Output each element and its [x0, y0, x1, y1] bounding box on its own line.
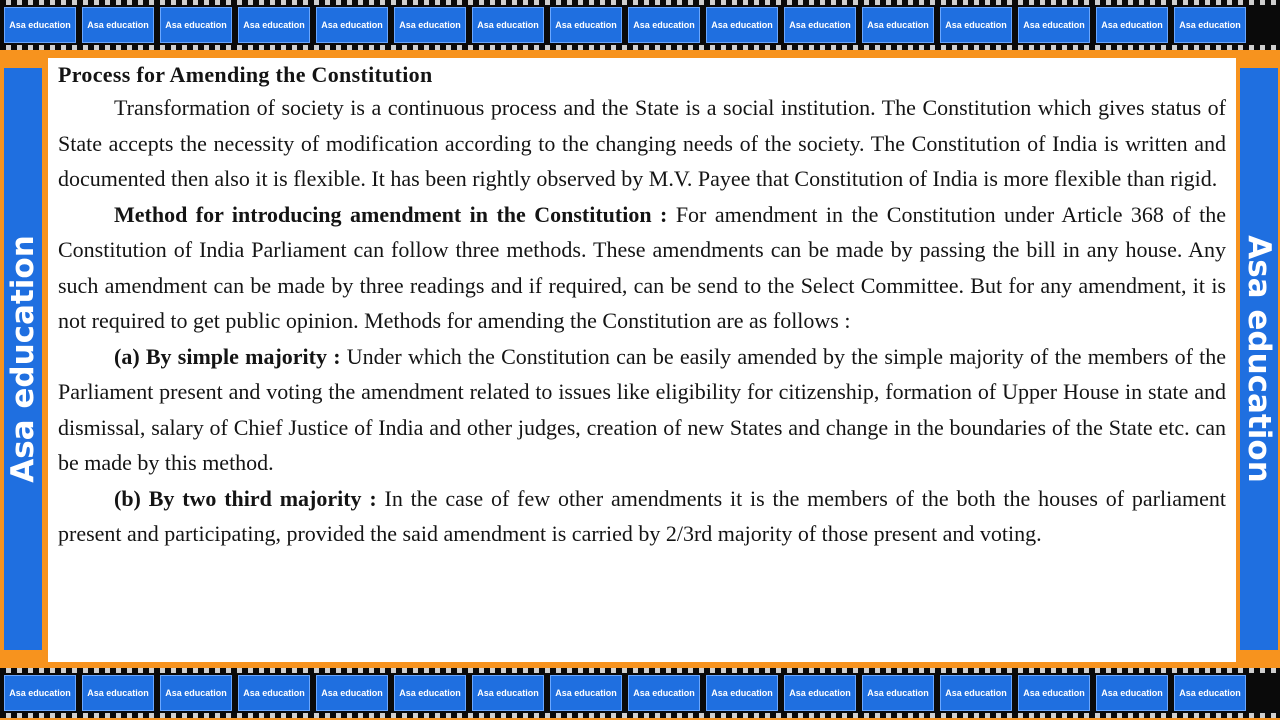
two-third-majority-paragraph: [58, 481, 1226, 552]
brand-frame: Asa education: [160, 675, 232, 711]
simple-majority-heading: (a) By simple majority :: [114, 343, 341, 369]
right-brand-bar: [1240, 68, 1278, 650]
brand-frame: Asa education: [82, 675, 154, 711]
brand-frame: Asa education: [238, 7, 310, 43]
brand-frame: Asa education: [628, 7, 700, 43]
brand-frame: Asa education: [1174, 675, 1246, 711]
method-paragraph: [58, 197, 1226, 339]
brand-frame: Asa education: [1018, 675, 1090, 711]
brand-frame: Asa education: [940, 7, 1012, 43]
method-heading: Method for introducing amendment in the Constitution :: [114, 201, 668, 227]
brand-frame: Asa education: [862, 7, 934, 43]
document-title: Process for Amending the Constitution: [58, 62, 433, 87]
brand-frame: Asa education: [472, 7, 544, 43]
brand-frame: Asa education: [1096, 675, 1168, 711]
brand-frame: Asa education: [472, 675, 544, 711]
two-third-majority-text: In the case of few other amendments it is the members of the both the houses of parliament present and participating, provided the said amendment is carried by 2/3rd majority of those present and voting.: [58, 485, 1226, 546]
bottom-film-strip: [0, 668, 1280, 718]
brand-frame: Asa education: [238, 675, 310, 711]
simple-majority-paragraph: [58, 339, 1226, 481]
brand-frame: Asa education: [394, 675, 466, 711]
simple-majority-text: Under which the Constitution can be easily amended by the simple majority of the members of the Parliament present and voting the amendment related to issues like eligibility for citizenship, formation of Upper House in state and dismissal, salary of Chief Justice of India and other judges, creation of new States and change in the boundaries of the State etc. can be made by this method.: [58, 343, 1227, 475]
brand-frame: Asa education: [940, 675, 1012, 711]
left-brand-label: Asa education: [5, 235, 42, 483]
brand-frame: Asa education: [1096, 7, 1168, 43]
right-brand-label: Asa education: [1241, 235, 1278, 483]
brand-frame: Asa education: [550, 7, 622, 43]
brand-frame: Asa education: [4, 675, 76, 711]
brand-frame: Asa education: [784, 675, 856, 711]
left-brand-bar: [4, 68, 42, 650]
brand-frame: Asa education: [628, 675, 700, 711]
method-text: For amendment in the Constitution under Article 368 of the Constitution of India Parliament can follow three methods. These amendments can be made by passing the bill in any house. Any such amendment can be made by three readings and if required, can be send to the Select Committee. But for any amendment, it is not required to get public opinion. Methods for amending the Constitution are as follows :: [58, 201, 1227, 333]
brand-frame: Asa education: [316, 675, 388, 711]
brand-frame: Asa education: [862, 675, 934, 711]
brand-frame: Asa education: [316, 7, 388, 43]
two-third-majority-heading: (b) By two third majority :: [114, 485, 377, 511]
brand-frame: Asa education: [784, 7, 856, 43]
brand-frame: Asa education: [4, 7, 76, 43]
brand-frame: Asa education: [160, 7, 232, 43]
brand-frame: Asa education: [706, 7, 778, 43]
brand-frame: Asa education: [706, 675, 778, 711]
top-film-strip: [0, 0, 1280, 50]
brand-frame: Asa education: [1174, 7, 1246, 43]
brand-frame: Asa education: [394, 7, 466, 43]
brand-frame: Asa education: [550, 675, 622, 711]
document-page: [48, 58, 1236, 662]
brand-frame: Asa education: [82, 7, 154, 43]
brand-frame: Asa education: [1018, 7, 1090, 43]
intro-paragraph: Transformation of society is a continuous process and the State is a social institution. The Constitution which gives status of State accepts the necessity of modification according to the changing needs of the society. The Constitution of India is written and documented then also it is flexible. It has been rightly observed by M.V. Payee that Constitution of India is more flexible than rigid.: [58, 95, 1226, 191]
